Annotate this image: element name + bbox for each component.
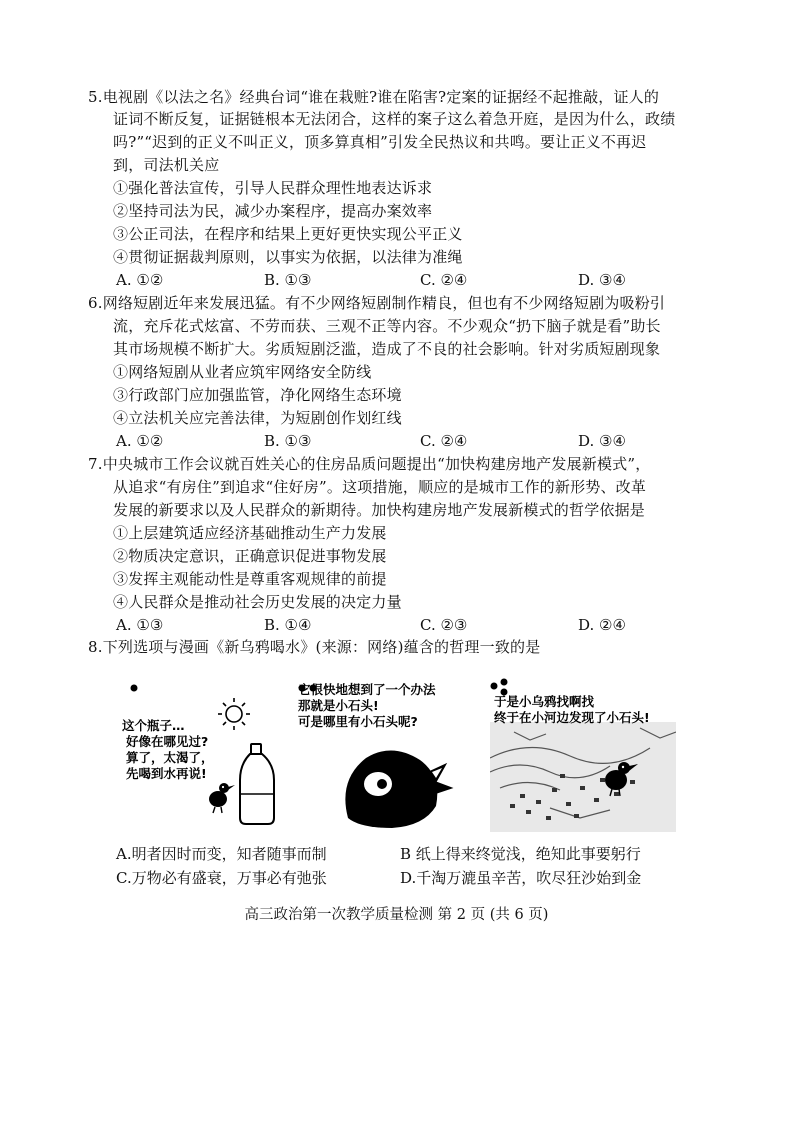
q8-option-b: B 纸上得来终觉浅，绝知此事要躬行 <box>400 845 641 863</box>
comic-panel-2 <box>296 668 486 832</box>
panel-2-text-1: 它很快地想到了一个办法 <box>298 682 436 697</box>
q5-option-d: D. ③④ <box>578 271 626 289</box>
q6-item-4: ④立法机关应完善法律，为短剧创作划红线 <box>113 409 402 427</box>
sun-icon <box>218 698 250 730</box>
panel-3-drawing <box>490 668 676 832</box>
q6-option-b: B. ①③ <box>264 432 312 450</box>
q5-line-2: 证词不断反复，证据链根本无法闭合，这样的案子这么着急开庭，是因为什么，政绩 <box>113 110 676 128</box>
q5-line-3: 吗?”“迟到的正义不叫正义，顶多算真相”引发全民热议和共鸣。要让正义不再迟 <box>113 133 647 151</box>
q8-option-d: D.千淘万漉虽辛苦，吹尽狂沙始到金 <box>400 869 642 887</box>
q7-item-1: ①上层建筑适应经济基础推动生产力发展 <box>113 524 387 542</box>
q7-item-2: ②物质决定意识，正确意识促进事物发展 <box>113 547 387 565</box>
q6-line-1: 6.网络短剧近年来发展迅猛。有不少网络短剧制作精良，但也有不少网络短剧为吸粉引 <box>88 294 666 312</box>
q5-option-a: A. ①② <box>116 271 164 289</box>
q6-line-2: 流，充斥花式炫富、不劳而获、三观不正等内容。不少观众“扔下脑子就是看”助长 <box>113 317 661 335</box>
q7-option-d: D. ②④ <box>578 616 626 634</box>
q8-line-1: 8.下列选项与漫画《新乌鸦喝水》(来源：网络)蕴含的哲理一致的是 <box>88 638 541 656</box>
q5-item-2: ②坚持司法为民，减少办案程序，提高办案效率 <box>113 202 433 220</box>
panel-1-text-4: 先喝到水再说! <box>126 766 207 781</box>
q5-item-1: ①强化普法宣传，引导人民群众理性地表达诉求 <box>113 179 433 197</box>
page-footer: 高三政治第一次教学质量检测 第 2 页 (共 6 页) <box>244 907 549 923</box>
q6-option-a: A. ①② <box>116 432 164 450</box>
q6-line-3: 其市场规模不断扩大。劣质短剧泛滥，造成了不良的社会影响。针对劣质短剧现象 <box>113 340 661 358</box>
q7-line-3: 发展的新要求以及人民群众的新期待。加快构建房地产发展新模式的哲学依据是 <box>113 501 646 519</box>
q5-item-4: ④贯彻证据裁判原则，以事实为依据，以法律为准绳 <box>113 248 463 266</box>
q7-line-2: 从追求“有房住”到追求“住好房”。这项措施，顺应的是城市工作的新形势、改革 <box>113 478 647 496</box>
crow-icon <box>209 783 235 813</box>
q7-option-b: B. ①④ <box>264 616 312 634</box>
q7-item-4: ④人民群众是推动社会历史发展的决定力量 <box>113 593 402 611</box>
bottle-icon <box>240 744 274 824</box>
q5-option-b: B. ①③ <box>264 271 312 289</box>
q5-line-4: 到，司法机关应 <box>113 156 220 174</box>
q7-item-3: ③发挥主观能动性是尊重客观规律的前提 <box>113 570 387 588</box>
q6-option-d: D. ③④ <box>578 432 626 450</box>
q5-option-c: C. ②④ <box>420 271 468 289</box>
panel-1-text-2: 好像在哪见过? <box>126 734 209 749</box>
panel-2-text-3: 可是哪里有小石头呢? <box>298 714 418 729</box>
q8-option-a: A.明者因时而变，知者随事而制 <box>116 845 327 863</box>
comic-panel-3 <box>490 668 676 832</box>
panel-3-text-1: 于是小乌鸦找啊找 <box>494 694 595 709</box>
q6-item-3: ③行政部门应加强监管，净化网络生态环境 <box>113 386 402 404</box>
q6-option-c: C. ②④ <box>420 432 468 450</box>
q6-item-1: ①网络短剧从业者应筑牢网络安全防线 <box>113 363 372 381</box>
comic-panel-1 <box>120 668 292 832</box>
crow-icon <box>345 750 452 828</box>
q5-item-3: ③公正司法，在程序和结果上更好更快实现公平正义 <box>113 225 463 243</box>
q7-line-1: 7.中央城市工作会议就百姓关心的住房品质问题提出“加快构建房地产发展新模式”， <box>88 455 651 473</box>
q8-option-c: C.万物必有盛衰，万事必有弛张 <box>116 869 327 887</box>
q5-line-1: 5.电视剧《以法之名》经典台词“谁在栽赃?谁在陷害?定案的证据经不起推敲，证人的 <box>88 88 660 106</box>
q7-option-c: C. ②③ <box>420 616 468 634</box>
q7-option-a: A. ①③ <box>116 616 164 634</box>
panel-1-text-1: 这个瓶子… <box>122 718 185 733</box>
panel-2-text-2: 那就是小石头! <box>298 698 379 713</box>
comic-new-crow-drinks-water <box>120 668 676 832</box>
panel-3-text-2: 终于在小河边发现了小石头! <box>494 710 650 725</box>
panel-1-text-3: 算了，太渴了， <box>126 750 214 765</box>
